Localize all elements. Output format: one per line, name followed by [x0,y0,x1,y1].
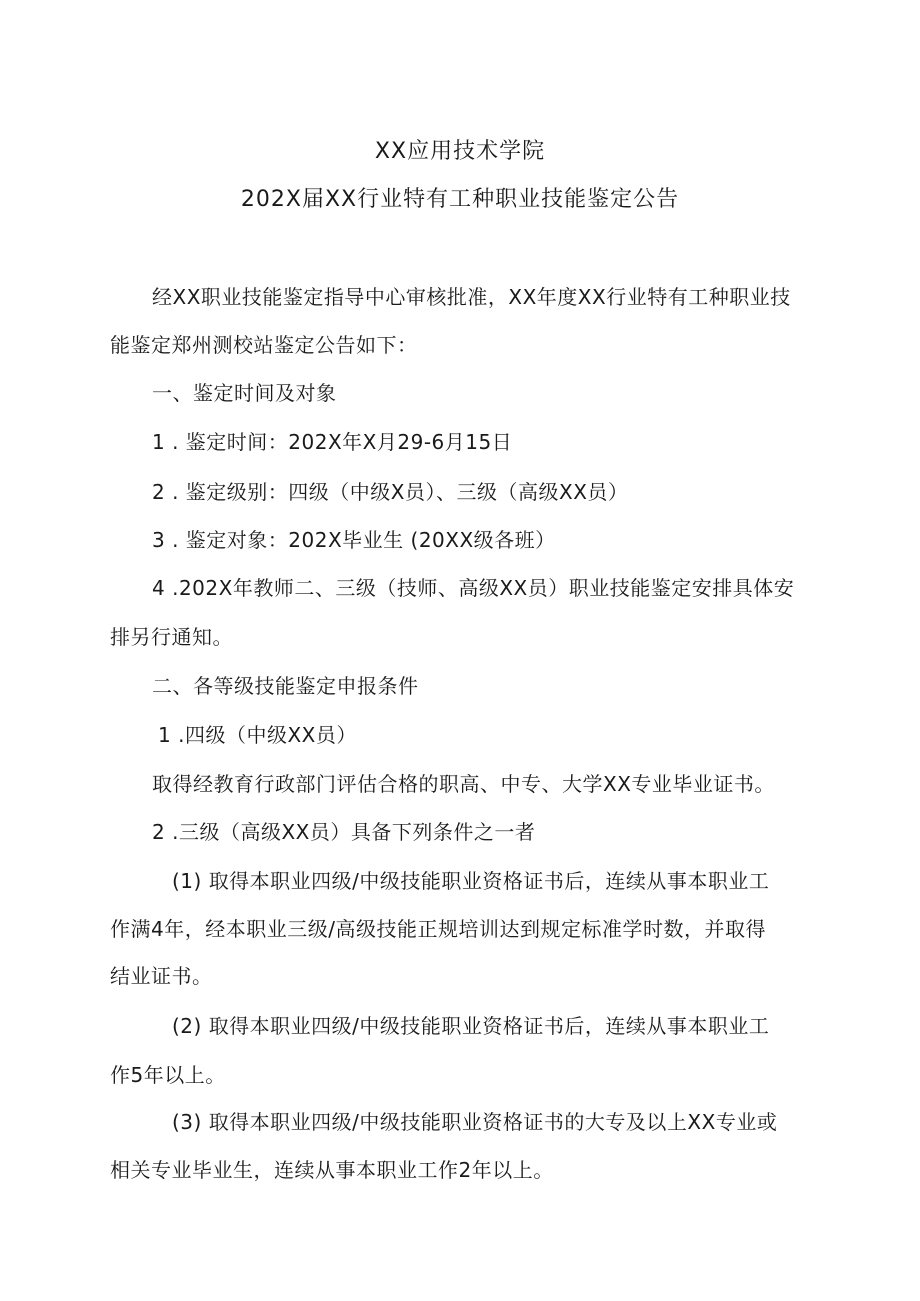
section2-heading: 二、各等级技能鉴定申报条件 [152,674,419,698]
document-title-announcement: 202X届XX行业特有工种职业技能鉴定公告 [240,187,680,212]
section2-sub2-heading: 2 .三级（高级XX员）具备下列条件之一者 [152,820,536,844]
section1-item-1: 1 . 鉴定时间：202X年X月29-6月15日 [152,430,513,454]
condition-3-line-1: (3) 取得本职业四级/中级技能职业资格证书的大专及以上XX专业或 [172,1110,778,1134]
condition-1-line-3: 结业证书。 [110,964,213,988]
intro-line-2: 能鉴定郑州测校站鉴定公告如下： [110,333,418,357]
section1-item-3: 3 . 鉴定对象：202X毕业生 (20XX级各班） [152,528,556,552]
condition-1-line-1: (1) 取得本职业四级/中级技能职业资格证书后，连续从事本职业工 [172,869,770,893]
section2-sub1-text: 取得经教育行政部门评估合格的职高、中专、大学XX专业毕业证书。 [152,772,775,796]
condition-1-line-2: 作满4年，经本职业三级/高级技能正规培训达到规定标准学时数，并取得 [110,917,766,941]
section1-item-4: 4 .202X年教师二、三级（技师、高级XX员）职业技能鉴定安排具体安 [152,576,795,600]
section1-heading: 一、鉴定时间及对象 [152,381,337,405]
condition-2-line-2: 作5年以上。 [110,1063,226,1087]
intro-line-1: 经XX职业技能鉴定指导中心审核批准，XX年度XX行业特有工种职业技 [152,285,791,309]
section1-item-2: 2 . 鉴定级别：四级（中级X员）、三级（高级XX员） [152,480,629,504]
section1-item-4-cont: 排另行通知。 [110,625,233,649]
document-title-institution: XX应用技术学院 [374,139,546,164]
section2-sub1-heading: 1 .四级（中级XX员） [158,723,357,747]
condition-3-line-2: 相关专业毕业生，连续从事本职业工作2年以上。 [110,1158,554,1182]
condition-2-line-1: (2) 取得本职业四级/中级技能职业资格证书后，连续从事本职业工 [172,1014,770,1038]
